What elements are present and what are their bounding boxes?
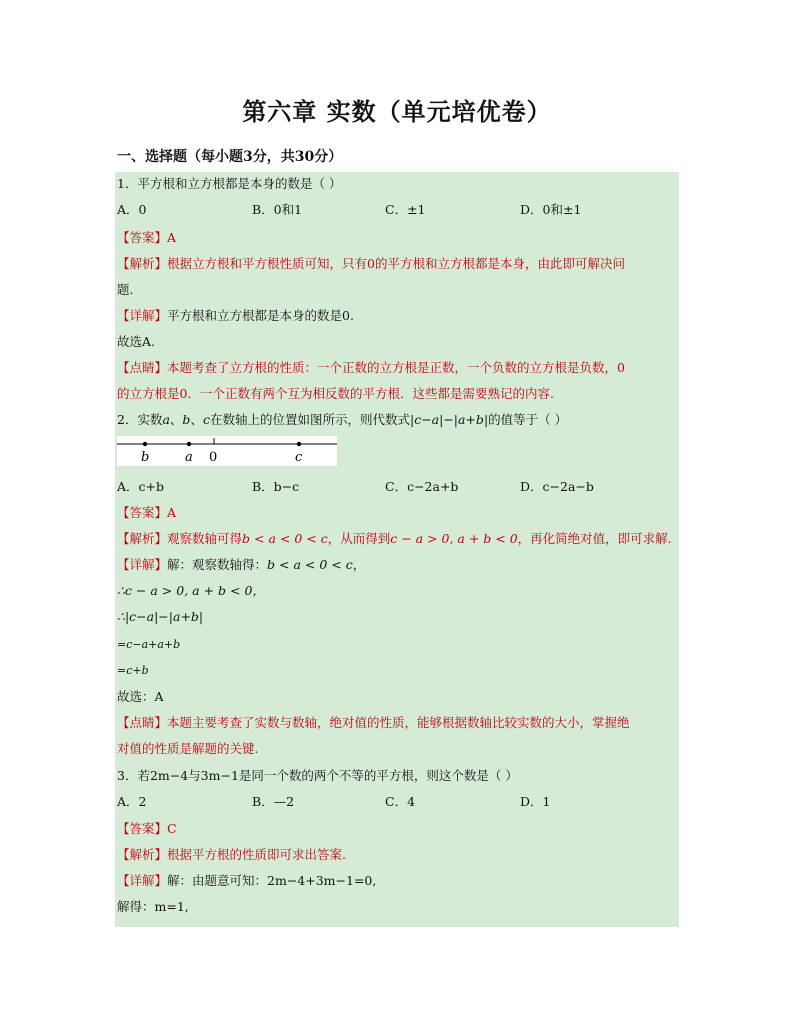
q1-option-d: D．0和±1: [520, 202, 582, 217]
q3-analysis: [117, 847, 346, 863]
q2-option-c: C．c−2a+b: [385, 479, 459, 494]
q1-option-c: C．±1: [385, 202, 426, 217]
q1-analysis-cont: 题.: [117, 282, 134, 297]
q2-answer: [117, 505, 176, 521]
var-a: a: [162, 412, 170, 427]
q3-step-1: 解得：m=1,: [117, 899, 189, 914]
q3-answer: [117, 821, 177, 837]
q3-detail: [117, 873, 376, 889]
analysis-text: ，从而得到: [327, 531, 391, 546]
q2-comment-cont: 对值的性质是解题的关键.: [117, 741, 259, 756]
q2-option-d: D．c−2a−b: [520, 479, 594, 494]
q3-option-c: C．4: [385, 794, 416, 809]
number-line-figure: [117, 436, 337, 466]
detail-text: 解：观察数轴得：: [167, 557, 268, 572]
q2-step-3: =c−a+a+b: [117, 638, 181, 651]
label-b: b: [141, 450, 150, 465]
point-c: [297, 442, 301, 446]
answer-value: A: [167, 230, 177, 245]
analysis-text: 根据平方根的性质即可求出答案.: [167, 847, 346, 862]
q1-comment: [117, 360, 625, 376]
q2-option-b: B．b−c: [252, 479, 300, 494]
number-line-svg: [117, 436, 337, 466]
detail-label: 【详解】: [117, 308, 168, 323]
q2-detail: [117, 557, 365, 573]
q1-stem: 1．平方根和立方根都是本身的数是（ ）: [117, 176, 342, 191]
comment-text: 本题主要考查了实数与数轴，绝对值的性质，能够根据数轴比较实数的大小，掌握绝: [167, 715, 630, 730]
detail-text: 平方根和立方根都是本身的数是0.: [167, 308, 354, 323]
q1-option-a: A．0: [117, 202, 147, 217]
detail-inequality: b < a < 0 < c: [267, 557, 353, 572]
q1-conclusion: 故选A.: [117, 334, 156, 349]
point-a: [187, 442, 191, 446]
stem-text: 的值等于（ ）: [488, 412, 568, 427]
comment-label: 【点睛】: [117, 360, 168, 375]
detail-label: 【详解】: [117, 557, 168, 572]
section-heading: 一、选择题（每小题3分，共30分）: [117, 149, 343, 165]
q2-option-a: A．c+b: [117, 479, 165, 494]
answer-value: A: [167, 505, 177, 520]
label-zero: 0: [209, 450, 218, 465]
label-c: c: [295, 450, 303, 465]
detail-label: 【详解】: [117, 873, 168, 888]
answer-label: 【答案】: [117, 821, 168, 836]
q1-detail: [117, 308, 354, 324]
analysis-label: 【解析】: [117, 531, 168, 546]
answer-value: C: [167, 821, 177, 836]
comment-label: 【点睛】: [117, 715, 168, 730]
q2-step-1: ∴c − a > 0, a + b < 0，: [117, 583, 265, 598]
detail-text: ，: [352, 557, 366, 572]
q2-comment: [117, 715, 630, 731]
analysis-text: 观察数轴可得: [167, 531, 243, 546]
point-b: [143, 442, 147, 446]
q3-option-b: B．—2: [252, 794, 295, 809]
analysis-inequality: c − a > 0, a + b < 0: [390, 531, 518, 546]
q1-answer: [117, 230, 176, 246]
stem-text: 在数轴上的位置如图所示，则代数式|: [209, 412, 415, 427]
var-b: b: [182, 412, 191, 427]
q2-conclusion: 故选：A: [117, 689, 164, 704]
q2-stem: [117, 412, 567, 428]
stem-sep: 、: [190, 412, 203, 427]
label-a: a: [185, 450, 193, 465]
q3-stem: 3．若2m−4与3m−1是同一个数的两个不等的平方根，则这个数是（ ）: [117, 768, 518, 783]
q1-analysis: [117, 256, 625, 272]
content-area: [115, 172, 679, 927]
analysis-text: ，再化简绝对值，即可求解.: [517, 531, 672, 546]
stem-expression: c−a|−|a+b|: [414, 412, 489, 427]
answer-label: 【答案】: [117, 505, 168, 520]
q3-option-a: A．2: [117, 794, 147, 809]
var-c: c: [202, 412, 210, 427]
q1-option-b: B．0和1: [252, 202, 303, 217]
detail-text: 解：由题意可知：2m−4+3m−1=0,: [167, 873, 377, 888]
analysis-text: 根据立方根和平方根性质可知，只有0的平方根和立方根都是本身，由此即可解决问: [167, 256, 625, 271]
analysis-inequality: b < a < 0 < c: [242, 531, 328, 546]
q2-step-4: =c+b: [117, 664, 149, 677]
q3-option-d: D．1: [520, 794, 551, 809]
page-title: 第六章 实数（单元培优卷）: [242, 97, 552, 126]
comment-text: 本题考查了立方根的性质：一个正数的立方根是正数，一个负数的立方根是负数，0: [167, 360, 625, 375]
analysis-label: 【解析】: [117, 847, 168, 862]
analysis-label: 【解析】: [117, 256, 168, 271]
q2-step-2: ∴|c−a|−|a+b|: [117, 609, 204, 624]
answer-label: 【答案】: [117, 230, 168, 245]
q1-comment-cont: 的立方根是0．一个正数有两个互为相反数的平方根．这些都是需要熟记的内容.: [117, 386, 554, 401]
stem-text: 2．实数: [117, 412, 163, 427]
stem-sep: 、: [169, 412, 183, 427]
q2-analysis: [117, 531, 672, 547]
